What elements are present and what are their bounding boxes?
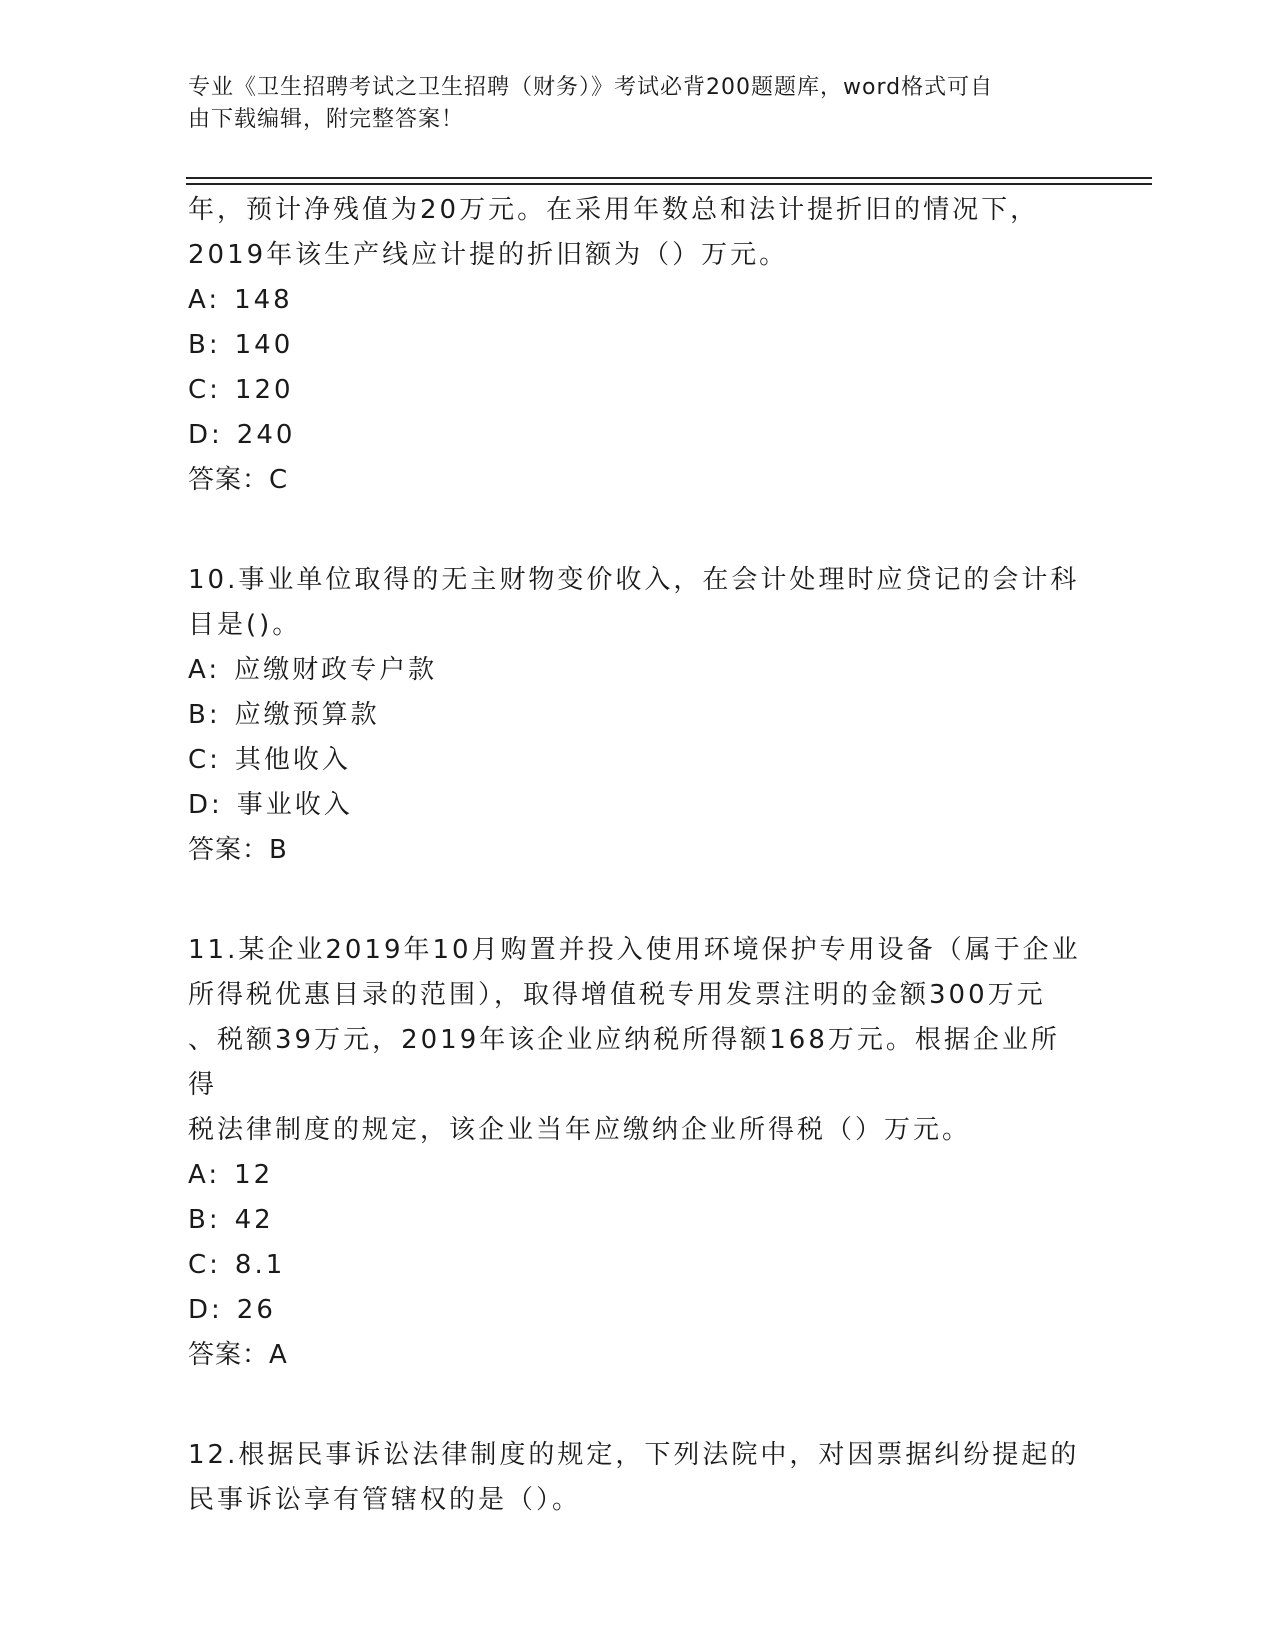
option-value: 120 [234,375,294,405]
option-letter: B: [188,1205,221,1235]
question-block [188,188,1088,503]
question-text [188,1433,1088,1523]
option-value: 42 [234,1205,274,1235]
option-c [188,1243,1088,1288]
spacer [188,1378,1088,1433]
header-rule-bottom [186,183,1152,185]
option-a [188,278,1088,323]
option-b [188,323,1088,368]
option-d [188,1288,1088,1333]
question-text-line: 2019年该生产线应计提的折旧额为（）万元。 [188,240,789,270]
option-letter: C: [188,1250,221,1280]
document-header [188,72,1088,136]
option-value: 148 [234,285,293,315]
question-list [188,188,1088,1523]
question-text-line: 年，预计净残值为20万元。在采用年数总和法计提折旧的情况下， [188,195,1040,225]
header-line-2: 由下载编辑，附完整答案！ [188,107,465,132]
option-value: 其他收入 [234,745,351,775]
option-letter: D: [188,790,223,820]
option-value: 240 [236,420,296,450]
question-text-line: 所得税优惠目录的范围），取得增值税专用发票注明的金额300万元 [188,980,1046,1010]
option-value: 12 [234,1160,274,1190]
option-b [188,693,1088,738]
option-value: 8.1 [234,1250,286,1280]
option-d [188,783,1088,828]
option-a [188,1153,1088,1198]
option-letter: D: [188,1295,223,1325]
answer-line: 答案：C [188,465,289,495]
header-rule-top [186,177,1152,179]
question-text [188,188,1088,278]
answer-line: 答案：B [188,835,288,865]
option-d [188,413,1088,458]
answer-line: 答案：A [188,1340,288,1370]
question-text-line: 10.事业单位取得的无主财物变价收入，在会计处理时应贷记的会计科 [188,565,1080,595]
option-a [188,648,1088,693]
question-text-line: 12.根据民事诉讼法律制度的规定，下列法院中，对因票据纠纷提起的 [188,1440,1080,1470]
spacer [188,873,1088,928]
option-value: 26 [236,1295,276,1325]
question-text [188,558,1088,648]
option-b [188,1198,1088,1243]
question-text-line: 11.某企业2019年10月购置并投入使用环境保护专用设备（属于企业 [188,935,1081,965]
option-value: 事业收入 [236,790,353,820]
option-value: 应缴财政专户款 [234,655,438,685]
question-block [188,928,1088,1378]
option-c [188,368,1088,413]
option-letter: C: [188,745,221,775]
header-line-1: 专业《卫生招聘考试之卫生招聘（财务）》考试必背200题题库，word格式可自 [188,75,994,100]
option-letter: B: [188,700,221,730]
option-letter: A: [188,285,221,315]
option-letter: A: [188,655,221,685]
option-c [188,738,1088,783]
option-letter: C: [188,375,221,405]
spacer [188,503,1088,558]
question-text [188,928,1088,1153]
question-text-line: 、税额39万元，2019年该企业应纳税所得额168万元。根据企业所得 [188,1025,1060,1100]
option-letter: D: [188,420,223,450]
option-value: 140 [234,330,294,360]
question-text-line: 民事诉讼享有管辖权的是（）。 [188,1485,582,1515]
option-value: 应缴预算款 [234,700,380,730]
question-text-line: 税法律制度的规定，该企业当年应缴纳企业所得税（）万元。 [188,1115,972,1145]
question-block [188,558,1088,873]
question-text-line: 目是()。 [188,610,302,640]
question-block [188,1433,1088,1523]
option-letter: A: [188,1160,221,1190]
option-letter: B: [188,330,221,360]
